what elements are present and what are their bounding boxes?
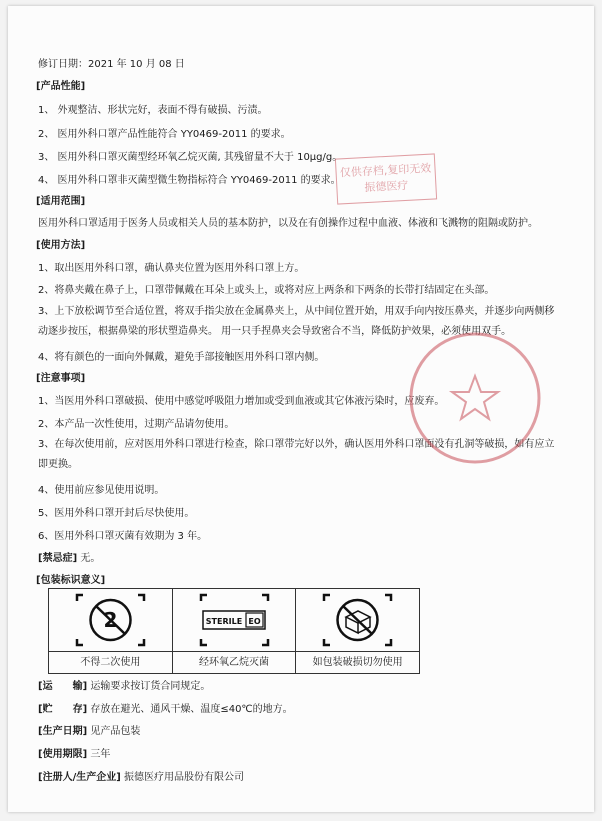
symbol-cell-do-not-reuse — [49, 589, 173, 673]
notes-item-4: 4、使用前应参见使用说明。 — [38, 485, 165, 496]
storage-row — [38, 703, 293, 716]
usage-item-1: 1、取出医用外科口罩，确认鼻夹位置为医用外科口罩上方。 — [38, 263, 305, 274]
transport-label: [运 输] — [38, 681, 88, 692]
shelf-life-value: 三年 — [90, 749, 111, 760]
archive-stamp — [335, 153, 437, 204]
notes-item-5: 5、医用外科口罩开封后尽快使用。 — [38, 508, 195, 519]
symbol-cell-sterile-eo — [173, 589, 297, 673]
damaged-package-icon — [296, 589, 419, 651]
notes-item-3: 3、在每次使用前，应对医用外科口罩进行检查，除口罩带完好以外，确认医用外科口罩面没有孔洞等破损，如有应立即更换。 — [38, 439, 555, 470]
company-seal-icon — [405, 328, 545, 468]
document-page — [8, 6, 594, 812]
do-not-reuse-icon — [49, 589, 172, 651]
performance-item-3: 3、 医用外科口罩灭菌型经环氧乙烷灭菌, 其残留量不大于 10μg/g。 — [38, 152, 343, 163]
usage-item-4: 4、将有颜色的一面向外佩戴，避免手部接触医用外科口罩内侧。 — [38, 352, 325, 363]
heading-performance: [产品性能] — [36, 81, 86, 92]
registrant-label: [注册人/生产企业] — [38, 772, 121, 783]
registrant-value: 振德医疗用品股份有限公司 — [123, 772, 244, 783]
revision-date: 修订日期：2021 年 10 月 08 日 — [38, 59, 185, 70]
notes-item-1: 1、当医用外科口罩破损、使用中感觉呼吸阻力增加或受到血液或其它体液污染时，应废弃。 — [38, 396, 445, 407]
performance-item-1: 1、 外观整洁、形状完好，表面不得有破损、污渍。 — [38, 105, 268, 116]
symbol-table — [48, 588, 420, 674]
usage-item-3: 3、上下放松调节至合适位置，将双手指尖放在金属鼻夹上，从中间位置开始，用双手向内按压鼻夹，并逐步向两侧移动逐步按压，根据鼻梁的形状塑造鼻夹。 用一只手捏鼻夹会导致密合不当，降低防护效果，必须使用双手。 — [38, 306, 555, 337]
contraindication-row — [38, 552, 100, 565]
heading-notes: [注意事项] — [36, 373, 86, 384]
performance-item-2: 2、 医用外科口罩产品性能符合 YY0469-2011 的要求。 — [38, 129, 291, 140]
archive-stamp-line1: 仅供存档,复印无效 — [339, 161, 432, 180]
transport-row — [38, 680, 210, 693]
sterile-label: STERILE — [205, 617, 242, 626]
shelf-life-row — [38, 748, 110, 761]
contraindication-value: 无。 — [80, 553, 101, 564]
notes-item-2: 2、本产品一次性使用，过期产品请勿使用。 — [38, 419, 235, 430]
heading-usage: [使用方法] — [36, 240, 86, 251]
symbol-caption-3: 如包装破损切勿使用 — [312, 657, 403, 668]
storage-label: [贮 存] — [38, 704, 88, 715]
scope-text: 医用外科口罩适用于医务人员或相关人员的基本防护，以及在有创操作过程中血液、体液和飞溅物的阻隔或防护。 — [38, 218, 538, 229]
archive-stamp-line2: 振德医疗 — [364, 178, 409, 195]
symbol-caption-1: 不得二次使用 — [80, 657, 141, 668]
heading-symbols: [包装标识意义] — [36, 575, 106, 586]
symbol-caption-2: 经环氧乙烷灭菌 — [199, 657, 269, 668]
transport-value: 运输要求按订货合同规定。 — [90, 681, 211, 692]
registrant-row — [38, 771, 244, 784]
usage-item-2: 2、将鼻夹戴在鼻子上，口罩带佩戴在耳朵上或头上，或将对应上两条和下两条的长带打结固定在头部。 — [38, 285, 495, 296]
shelf-life-label: [使用期限] — [38, 749, 88, 760]
notes-item-6: 6、医用外科口罩灭菌有效期为 3 年。 — [38, 531, 208, 542]
symbol-cell-damaged-package — [296, 589, 419, 673]
contraindication-label: [禁忌症] — [38, 553, 78, 564]
production-date-value: 见产品包装 — [90, 726, 141, 737]
production-date-row — [38, 725, 140, 738]
production-date-label: [生产日期] — [38, 726, 88, 737]
storage-value: 存放在避光、通风干燥、温度≤40℃的地方。 — [90, 704, 293, 715]
heading-scope: [适用范围] — [36, 196, 86, 207]
eo-label: EO — [248, 617, 261, 626]
performance-item-4: 4、 医用外科口罩非灭菌型微生物指标符合 YY0469-2011 的要求。 — [38, 175, 341, 186]
sterile-eo-icon — [173, 589, 296, 651]
svg-text:2: 2 — [103, 608, 118, 632]
